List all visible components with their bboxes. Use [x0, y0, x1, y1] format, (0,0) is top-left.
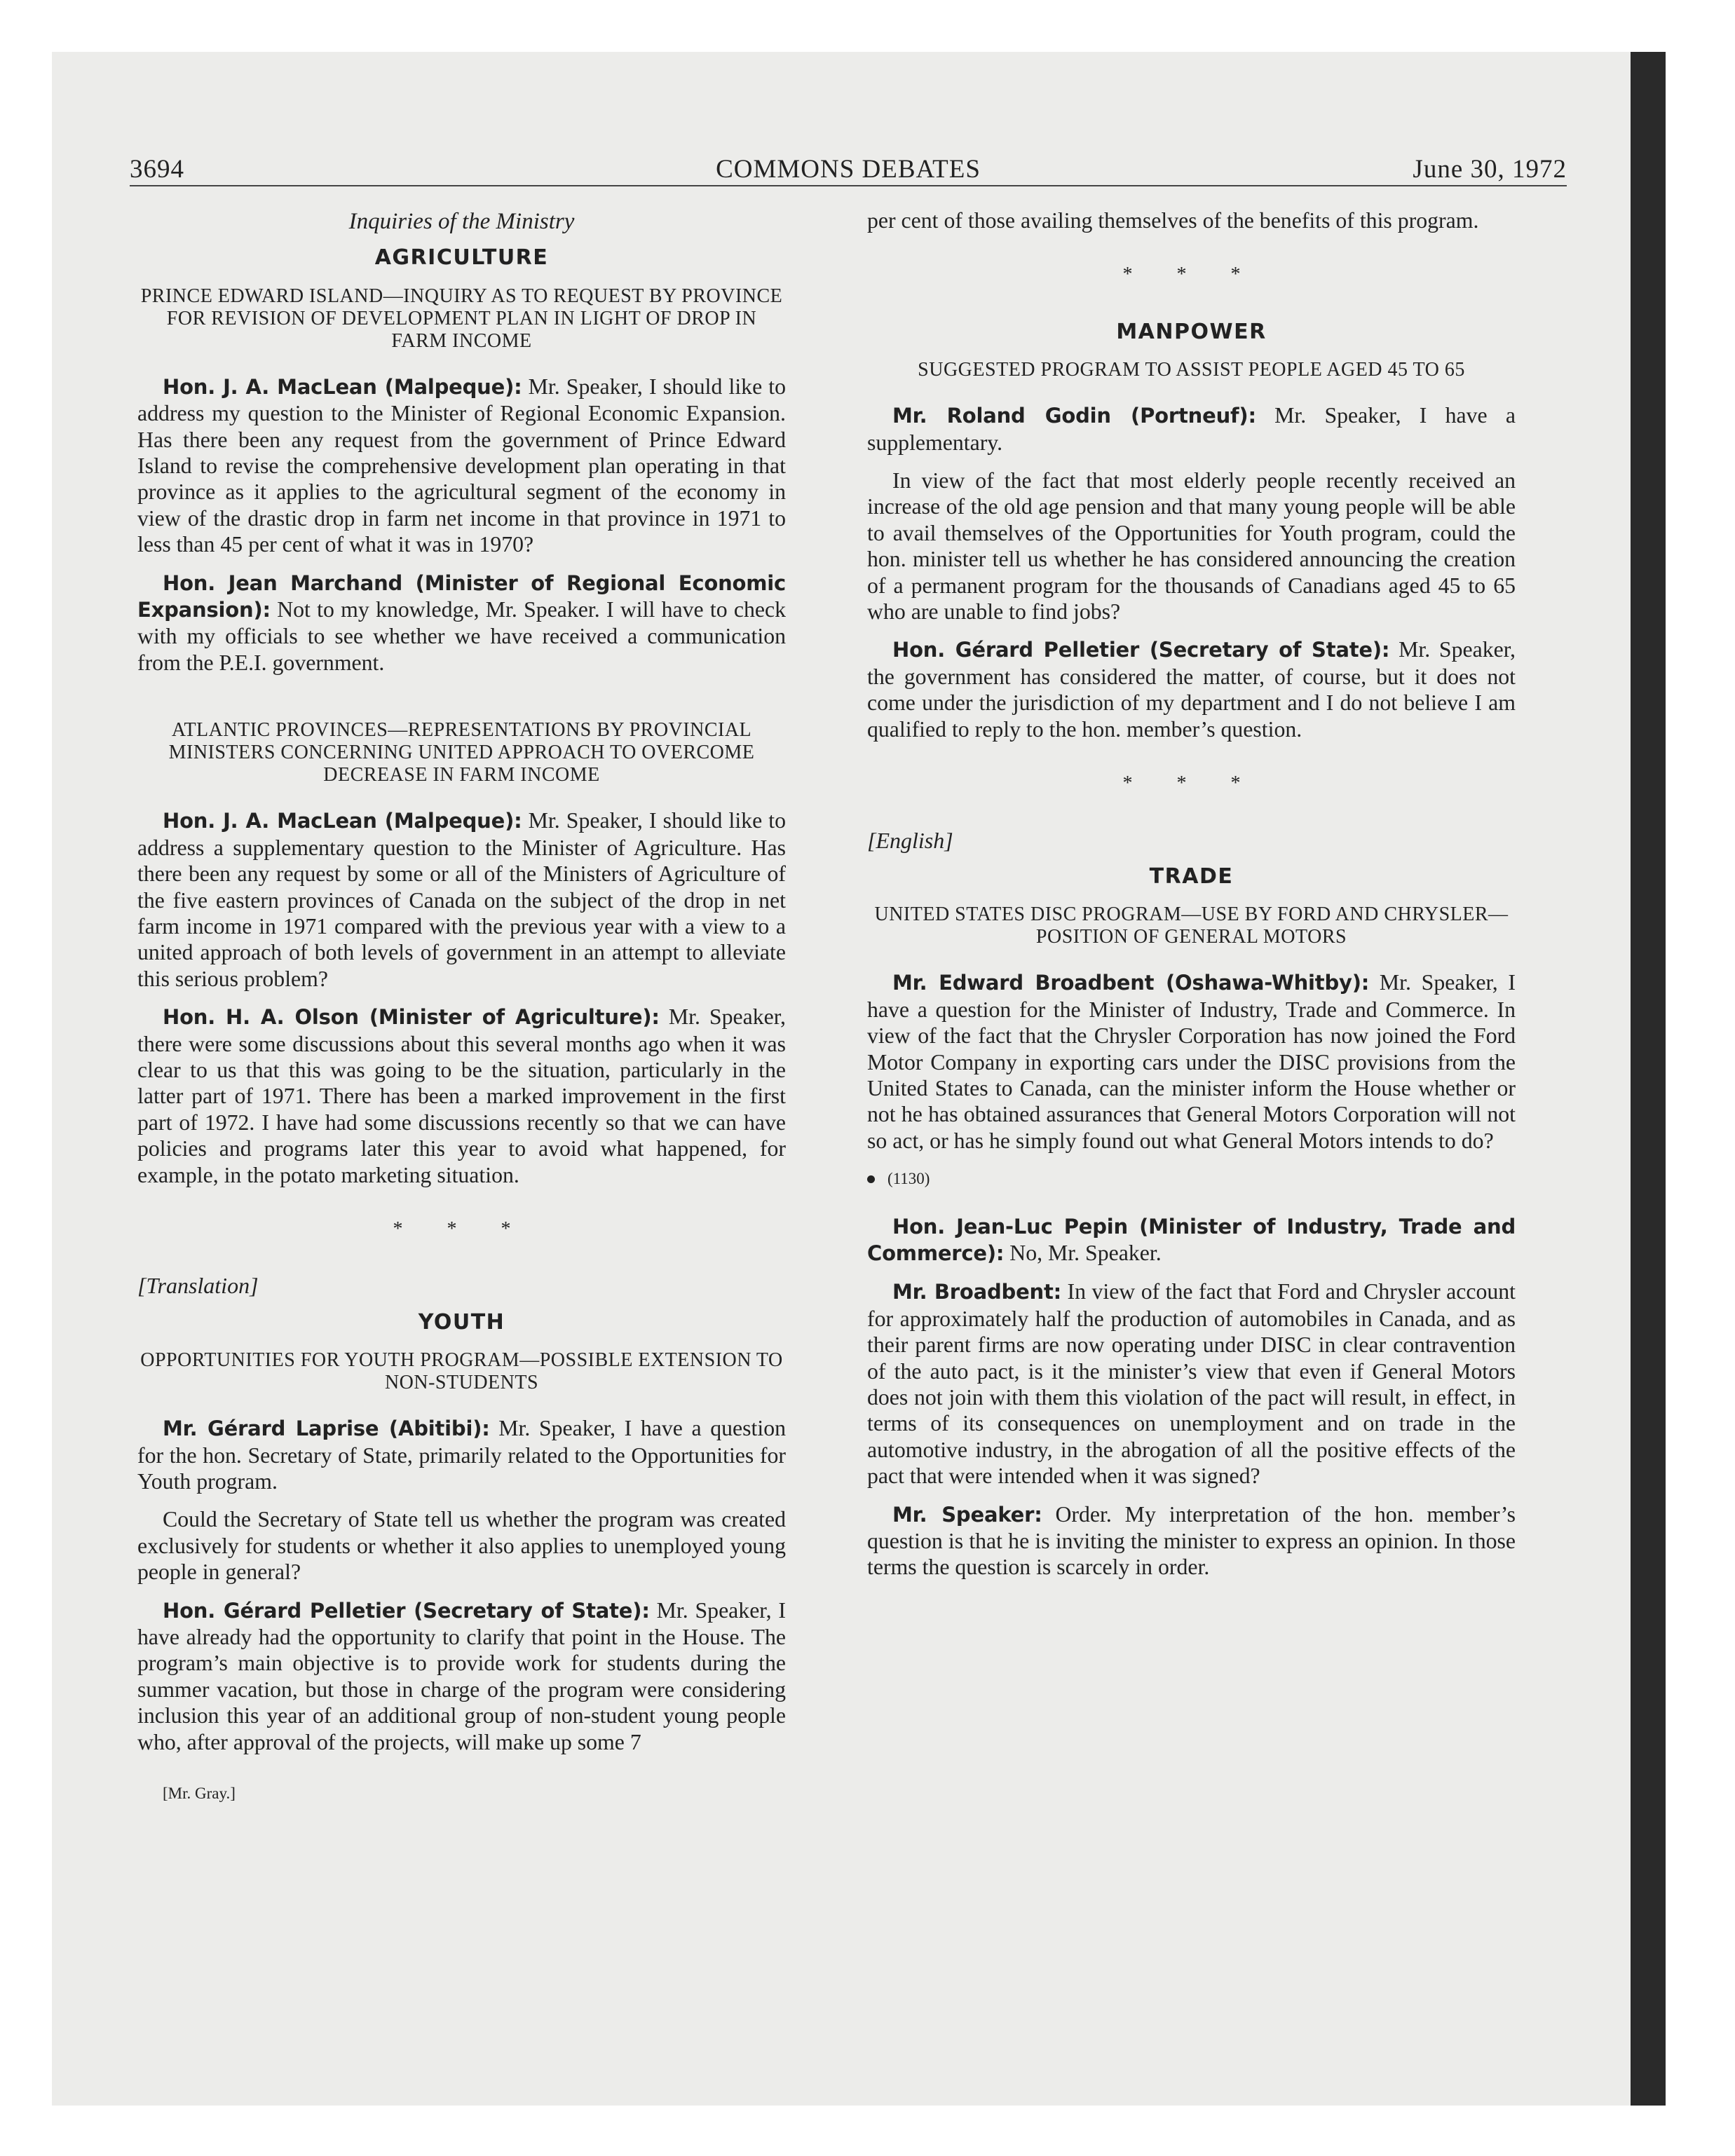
speech-pelletier-2: [867, 636, 1516, 742]
right-column: [867, 207, 1516, 1592]
speaker-name: Mr. Speaker:: [892, 1502, 1042, 1527]
bullet-icon: [867, 1175, 875, 1183]
scan-edge: [1631, 52, 1666, 2106]
publication-date: June 30, 1972: [1413, 155, 1567, 184]
subject-heading-trade: UNITED STATES DISC PROGRAM—USE BY FORD AND CHRYSLER—POSITION OF GENERAL MOTORS: [874, 903, 1509, 948]
speaker-name: Hon. Jean-Luc Pepin (Minister of Industry, Trade and Commerce):: [867, 1214, 1516, 1265]
speaker-name: Hon. J. A. MacLean (Malpeque):: [163, 809, 522, 833]
time-marker: [867, 1166, 1516, 1192]
page-number: 3694: [130, 155, 184, 184]
speech-maclean-2: [137, 807, 786, 992]
speech-text: Mr. Speaker, I have already had the opportunity to clarify that point in the House. The program’s main objective is to provide work for students during the summer vacation, but those in charge of the program were considering inclusion this year of an additional group of non-student young people who, after approval of the projects, will make up some 7: [137, 1597, 787, 1754]
speech-text: Mr. Speaker, I have a question for the Minister of Industry, Trade and Commerce. In view of the fact that the Chrysler Corporation has now joined the Ford Motor Company in exporting cars under the DISC provisions from the United States to Canada, can the minister inform the House whether or not he has obtained assurances that General Motors Corporation will not so act, or has he simply found out what General Motors intends to do?: [867, 970, 1516, 1153]
section-divider: * * *: [1122, 264, 1260, 286]
speech-pelletier-1-cont: per cent of those availing themselves of the benefits of this program.: [867, 208, 1479, 233]
speech-marchand: [137, 570, 786, 676]
speech-text: Order. My interpretation of the hon. member’s question is that he is inviting the minister to express an opinion. In those terms the question is scarcely in order.: [867, 1501, 1516, 1580]
speech-laprise: [137, 1415, 786, 1494]
speaker-name: Hon. Jean Marchand (Minister of Regional Economic Expansion):: [137, 571, 786, 622]
speaker-name: Hon. J. A. MacLean (Malpeque):: [163, 374, 522, 399]
section-title-trade: TRADE: [1149, 864, 1234, 889]
speaker-name: Hon. H. A. Olson (Minister of Agriculture):: [163, 1005, 660, 1030]
time-marker-text: (1130): [887, 1170, 930, 1188]
speech-olson: [137, 1004, 786, 1188]
subject-heading-manpower: SUGGESTED PROGRAM TO ASSIST PEOPLE AGED 45 TO 65: [918, 359, 1465, 381]
subject-heading-youth: OPPORTUNITIES FOR YOUTH PROGRAM—POSSIBLE EXTENSION TO NON-STUDENTS: [140, 1349, 783, 1394]
speaker-name: Mr. Gérard Laprise (Abitibi):: [163, 1417, 490, 1441]
section-title-manpower: MANPOWER: [1116, 319, 1267, 344]
publication-title: COMMONS DEBATES: [716, 155, 981, 184]
speaker-name: Hon. Gérard Pelletier (Secretary of State):: [892, 638, 1390, 662]
left-column: [137, 207, 786, 1806]
speech-laprise-cont: Could the Secretary of State tell us whether the program was created exclusively for students or whether it also applies to unemployed young people in general?: [137, 1507, 786, 1585]
translation-note: [Translation]: [137, 1273, 259, 1299]
speaker-name: Mr. Edward Broadbent (Oshawa-Whitby):: [892, 971, 1370, 995]
speech-maclean-1: [137, 374, 786, 558]
speech-speaker: [867, 1501, 1516, 1581]
section-title-youth: YOUTH: [418, 1309, 505, 1335]
speech-text: Mr. Speaker, I should like to address my question to the Minister of Regional Economic Expansion. Has there been any request from the government of Prince Edward Island to revise the comprehensive development plan operating in that province as it applies to the agricultural segment of the economy in view of the drastic drop in farm net income in that province in 1971 to less than 45 per cent of what it was in 1970?: [137, 374, 787, 557]
speech-godin: [867, 402, 1516, 456]
speech-text: Mr. Speaker, the government has considered the matter, of course, but it does not come under the jurisdiction of my department and I do not believe I am qualified to reply to the hon. member’s question.: [867, 637, 1516, 742]
speech-text: Mr. Speaker, I should like to address a supplementary question to the Minister of Agriculture. Has there been any request by some or all of the Ministers of Agriculture of the five eastern provinces of Canada on the subject of the drop in net farm income in 1971 compared with the previous year with a view to a united approach of both levels of government in an attempt to alleviate this serious problem?: [137, 808, 787, 991]
speech-text: Not to my knowledge, Mr. Speaker. I will have to check with my officials to see whether we have received a communication from the P.E.I. government.: [137, 597, 786, 675]
speech-pepin: [867, 1213, 1516, 1267]
speaker-name: Mr. Broadbent:: [892, 1280, 1062, 1304]
speaker-name: Mr. Roland Godin (Portneuf):: [892, 404, 1256, 428]
section-title-agriculture: AGRICULTURE: [374, 245, 549, 271]
speech-text: Mr. Speaker, there were some discussions about this several months ago when it was clear to us that this was going to be the situation, particularly in the latter part of 1971. There has been a marked improvement in the first part of 1972. I have had some discussions recently so that we can have policies and programs later this year to avoid what happened, for example, in the potato marketing situation.: [137, 1004, 786, 1187]
speech-godin-cont: In view of the fact that most elderly people recently received an increase of the old age pension and that many young people will be able to avail themselves of the Opportunities for Youth program, could the hon. minister tell us whether he has considered announcing the creation of a permanent program for the thousands of Canadians aged 45 to 65 who are unable to find jobs?: [867, 468, 1516, 625]
speech-text: In view of the fact that Ford and Chrysler account for approximately half the production of automobiles in Canada, and as their parent firms are now operating under DISC in clear contravention of the auto pact, is it the minister’s view that even if General Motors does not join with them this violation of the pact will result, in effect, in terms of its consequences on unemployment and on trade in the automotive industry, in the abrogation of all the positive effects of the pact that were intended when it was signed?: [867, 1279, 1516, 1489]
speech-broadbent-2: [867, 1278, 1516, 1489]
speech-text: Mr. Speaker, I have a supplementary.: [867, 403, 1516, 455]
speech-text: Mr. Speaker, I have a question for the hon. Secretary of State, primarily related to the Opportunities for Youth program.: [137, 1416, 786, 1494]
english-note: [English]: [867, 827, 953, 853]
rubric-inquiries: Inquiries of the Ministry: [348, 209, 575, 234]
page-footer-note: [Mr. Gray.]: [163, 1785, 236, 1803]
subject-heading-pei: PRINCE EDWARD ISLAND—INQUIRY AS TO REQUEST BY PROVINCE FOR REVISION OF DEVELOPMENT PLAN IN LIGHT OF DROP IN FARM INCOME: [140, 285, 783, 352]
speech-broadbent-1: [867, 969, 1516, 1154]
subject-heading-atlantic: ATLANTIC PROVINCES—REPRESENTATIONS BY PROVINCIAL MINISTERS CONCERNING UNITED APPROACH TO OVERCOME DECREASE IN FARM INCOME: [168, 719, 755, 786]
speech-pelletier-1: [137, 1597, 786, 1755]
section-divider: * * *: [1122, 772, 1260, 795]
speaker-name: Hon. Gérard Pelletier (Secretary of State):: [163, 1598, 650, 1623]
page-header: [130, 154, 1567, 186]
speech-text: No, Mr. Speaker.: [1004, 1240, 1162, 1265]
section-divider: * * *: [393, 1217, 531, 1240]
